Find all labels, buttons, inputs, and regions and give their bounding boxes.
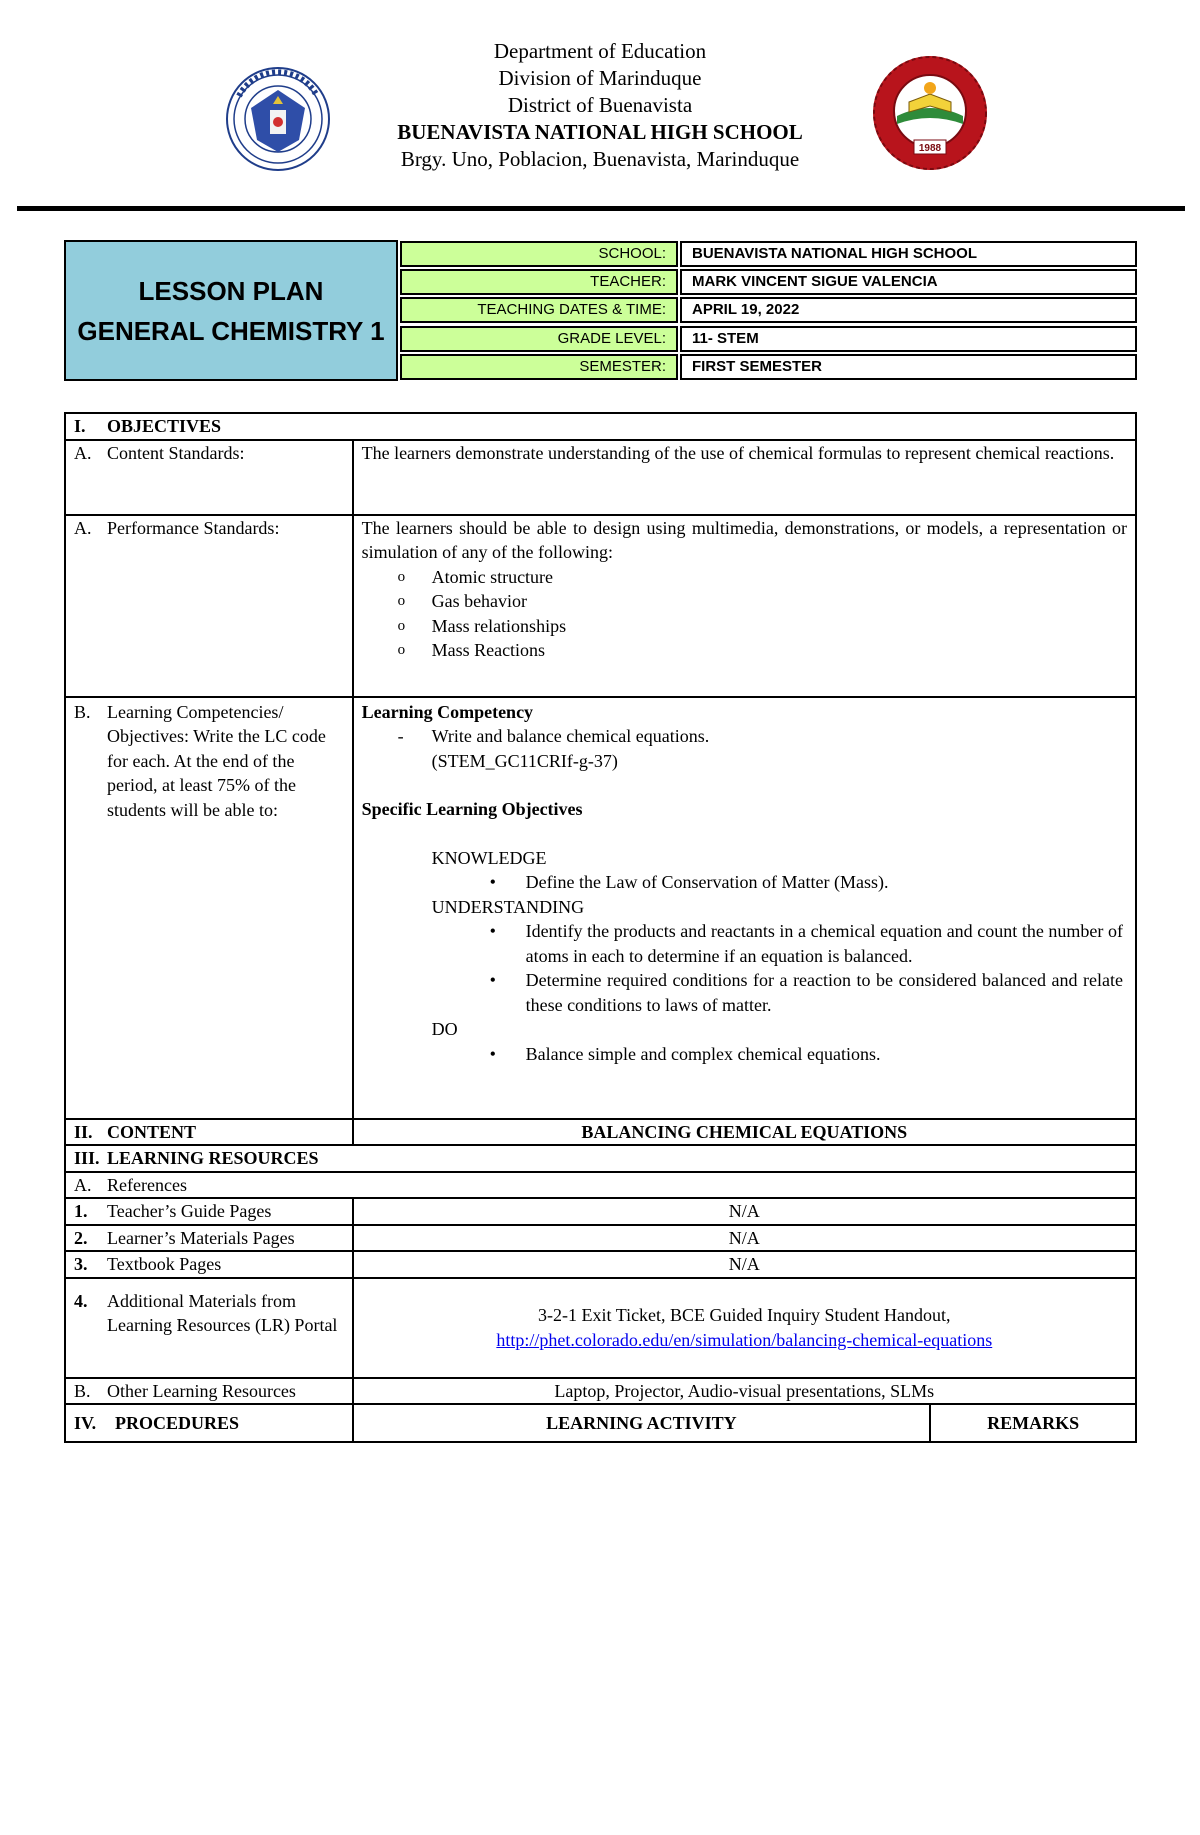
row-key: A. — [74, 442, 92, 463]
resource-row — [65, 1198, 1136, 1225]
row-label: Teacher’s Guide Pages — [107, 1201, 272, 1221]
info-label: SCHOOL: — [400, 241, 678, 267]
resource-value: N/A — [353, 1198, 1136, 1225]
list-item-text: Mass Reactions — [431, 640, 546, 660]
row-label: Content Standards: — [107, 442, 245, 463]
list-item — [362, 870, 1127, 895]
info-value: MARK VINCENT SIGUE VALENCIA — [680, 269, 1137, 295]
list-marker: - — [397, 726, 404, 746]
info-label: TEACHING DATES & TIME: — [400, 297, 678, 323]
list-item — [362, 1042, 1127, 1067]
row-label: Learner’s Materials Pages — [107, 1227, 295, 1248]
additional-materials-text: 3-2-1 Exit Ticket, BCE Guided Inquiry Student Handout, — [538, 1305, 951, 1325]
content-standards-text: The learners demonstrate understanding of the use of chemical formulas to represent chemical reactions. — [353, 440, 1136, 515]
row-key: B. — [74, 701, 91, 722]
bullet-marker: • — [489, 921, 496, 941]
content-label — [74, 1120, 344, 1145]
procedures-label — [74, 1411, 344, 1436]
info-value: FIRST SEMESTER — [680, 354, 1137, 380]
list-marker: o — [397, 568, 406, 585]
list-item — [362, 638, 1127, 663]
resource-row — [65, 1225, 1136, 1252]
row-key: A. — [74, 1174, 92, 1195]
performance-standards-row — [65, 515, 1136, 697]
lesson-plan-title-box — [64, 240, 398, 381]
list-item-text: Identify the products and reactants in a chemical equation and count the number of atoms in each to determine if an equation is balanced. — [525, 921, 1123, 966]
row-key: 1. — [74, 1201, 88, 1221]
info-row-grade — [400, 325, 1137, 353]
row-label: Performance Standards: — [107, 517, 280, 538]
list-marker: o — [397, 642, 406, 658]
info-value: 11- STEM — [680, 326, 1137, 352]
section-number: II. — [74, 1121, 93, 1142]
lesson-plan-table — [64, 412, 1137, 1443]
info-row-dates — [400, 296, 1137, 324]
row-label: References — [107, 1174, 187, 1195]
references-row — [65, 1172, 1136, 1199]
school-name: BUENAVISTA NATIONAL HIGH SCHOOL — [397, 120, 803, 144]
content-standards-label — [74, 441, 344, 466]
understanding-heading: UNDERSTANDING — [431, 896, 585, 917]
learning-competencies-label — [74, 698, 344, 823]
list-item — [362, 919, 1127, 968]
list-item-text: Atomic structure — [431, 566, 554, 587]
performance-standards-text: The learners should be able to design using multimedia, demonstrations, or models, a representation or simulation of any of the following: — [361, 517, 1127, 562]
list-item-text: Balance simple and complex chemical equations. — [525, 1043, 881, 1064]
resource-value: N/A — [353, 1251, 1136, 1278]
section-title: CONTENT — [107, 1121, 197, 1142]
performance-standards-label — [74, 516, 344, 541]
seal-year: 1988 — [918, 143, 942, 154]
lc-heading: Learning Competency — [361, 701, 534, 722]
resource-label — [74, 1226, 344, 1251]
info-label: SEMESTER: — [400, 354, 678, 380]
resource-value: N/A — [353, 1225, 1136, 1252]
do-heading: DO — [431, 1019, 458, 1039]
other-resources-row — [65, 1378, 1136, 1405]
list-marker: o — [397, 593, 406, 609]
info-row-semester — [400, 353, 1137, 381]
row-key: A. — [74, 517, 92, 538]
row-label: Learning Competencies/ Objectives: Write the LC code for each. At the end of the period, at least 75% of the students will be able to: — [107, 701, 326, 820]
other-resources-label — [74, 1379, 344, 1404]
division-line: Division of Marinduque — [498, 66, 702, 90]
objectives-heading-row — [65, 413, 1136, 440]
section-title: OBJECTIVES — [107, 416, 222, 436]
info-label: TEACHER: — [400, 269, 678, 295]
list-item — [362, 589, 1127, 614]
phet-simulation-link[interactable]: http://phet.colorado.edu/en/simulation/balancing-chemical-equations — [496, 1329, 993, 1350]
list-marker: o — [397, 617, 406, 634]
row-label: Textbook Pages — [107, 1254, 222, 1274]
resource-row — [65, 1251, 1136, 1278]
lc-text: Write and balance chemical equations. — [431, 726, 710, 746]
subject-title: GENERAL CHEMISTRY 1 — [77, 315, 385, 346]
lc-item — [362, 724, 1127, 749]
list-item — [362, 565, 1127, 590]
procedures-heading-row — [65, 1404, 1136, 1442]
references-label — [74, 1173, 1127, 1198]
other-resources-value: Laptop, Projector, Audio-visual presentations, SLMs — [353, 1378, 1136, 1405]
info-row-school — [400, 240, 1137, 268]
content-value: BALANCING CHEMICAL EQUATIONS — [353, 1119, 1136, 1146]
row-key: 4. — [74, 1290, 88, 1311]
district-line: District of Buenavista — [507, 93, 693, 117]
list-item-text: Define the Law of Conservation of Matter (Mass). — [525, 872, 889, 892]
bullet-marker: • — [489, 1043, 496, 1064]
row-key: 2. — [74, 1227, 88, 1248]
resource-label — [74, 1252, 344, 1277]
bullet-marker: • — [489, 970, 496, 990]
additional-materials-label — [74, 1289, 344, 1338]
lesson-info-table — [400, 240, 1137, 381]
resources-heading-row — [65, 1145, 1136, 1172]
header-text — [300, 38, 900, 173]
content-standards-row — [65, 440, 1136, 515]
resource-label — [74, 1199, 344, 1224]
remarks-header: REMARKS — [930, 1404, 1136, 1442]
lesson-plan-title: LESSON PLAN — [138, 275, 324, 306]
list-item-text: Gas behavior — [431, 591, 528, 611]
header-divider — [17, 206, 1185, 211]
department-line: Department of Education — [493, 39, 707, 63]
info-value: BUENAVISTA NATIONAL HIGH SCHOOL — [680, 241, 1137, 267]
section-title: PROCEDURES — [115, 1412, 240, 1433]
list-item — [362, 614, 1127, 639]
section-number: III. — [74, 1148, 100, 1168]
section-title: LEARNING RESOURCES — [107, 1148, 319, 1168]
row-key: 3. — [74, 1254, 88, 1274]
school-address: Brgy. Uno, Poblacion, Buenavista, Marinduque — [400, 147, 800, 171]
info-label: GRADE LEVEL: — [400, 326, 678, 352]
learning-competencies-row — [65, 697, 1136, 1119]
lc-code: (STEM_GC11CRIf-g-37) — [431, 750, 618, 771]
list-item — [362, 968, 1127, 1017]
row-label: Other Learning Resources — [107, 1380, 296, 1401]
info-value: APRIL 19, 2022 — [680, 297, 1137, 323]
document-header — [0, 0, 1200, 210]
bullet-marker: • — [489, 872, 496, 892]
row-key: B. — [74, 1380, 91, 1401]
list-item-text: Determine required conditions for a reaction to be considered balanced and relate these conditions to laws of matter. — [525, 970, 1123, 1015]
list-item-text: Mass relationships — [431, 615, 567, 636]
row-label: Additional Materials from Learning Resources (LR) Portal — [107, 1290, 338, 1335]
slo-heading: Specific Learning Objectives — [361, 799, 583, 819]
content-row — [65, 1119, 1136, 1146]
objectives-heading — [74, 414, 1127, 439]
info-row-teacher — [400, 268, 1137, 296]
knowledge-heading: KNOWLEDGE — [431, 847, 547, 868]
additional-materials-row — [65, 1278, 1136, 1378]
learning-activity-header: LEARNING ACTIVITY — [353, 1404, 931, 1442]
resources-heading — [74, 1146, 1127, 1171]
bnhs-seal-icon — [871, 54, 989, 172]
section-number: IV. — [74, 1412, 97, 1433]
section-number: I. — [74, 416, 86, 436]
